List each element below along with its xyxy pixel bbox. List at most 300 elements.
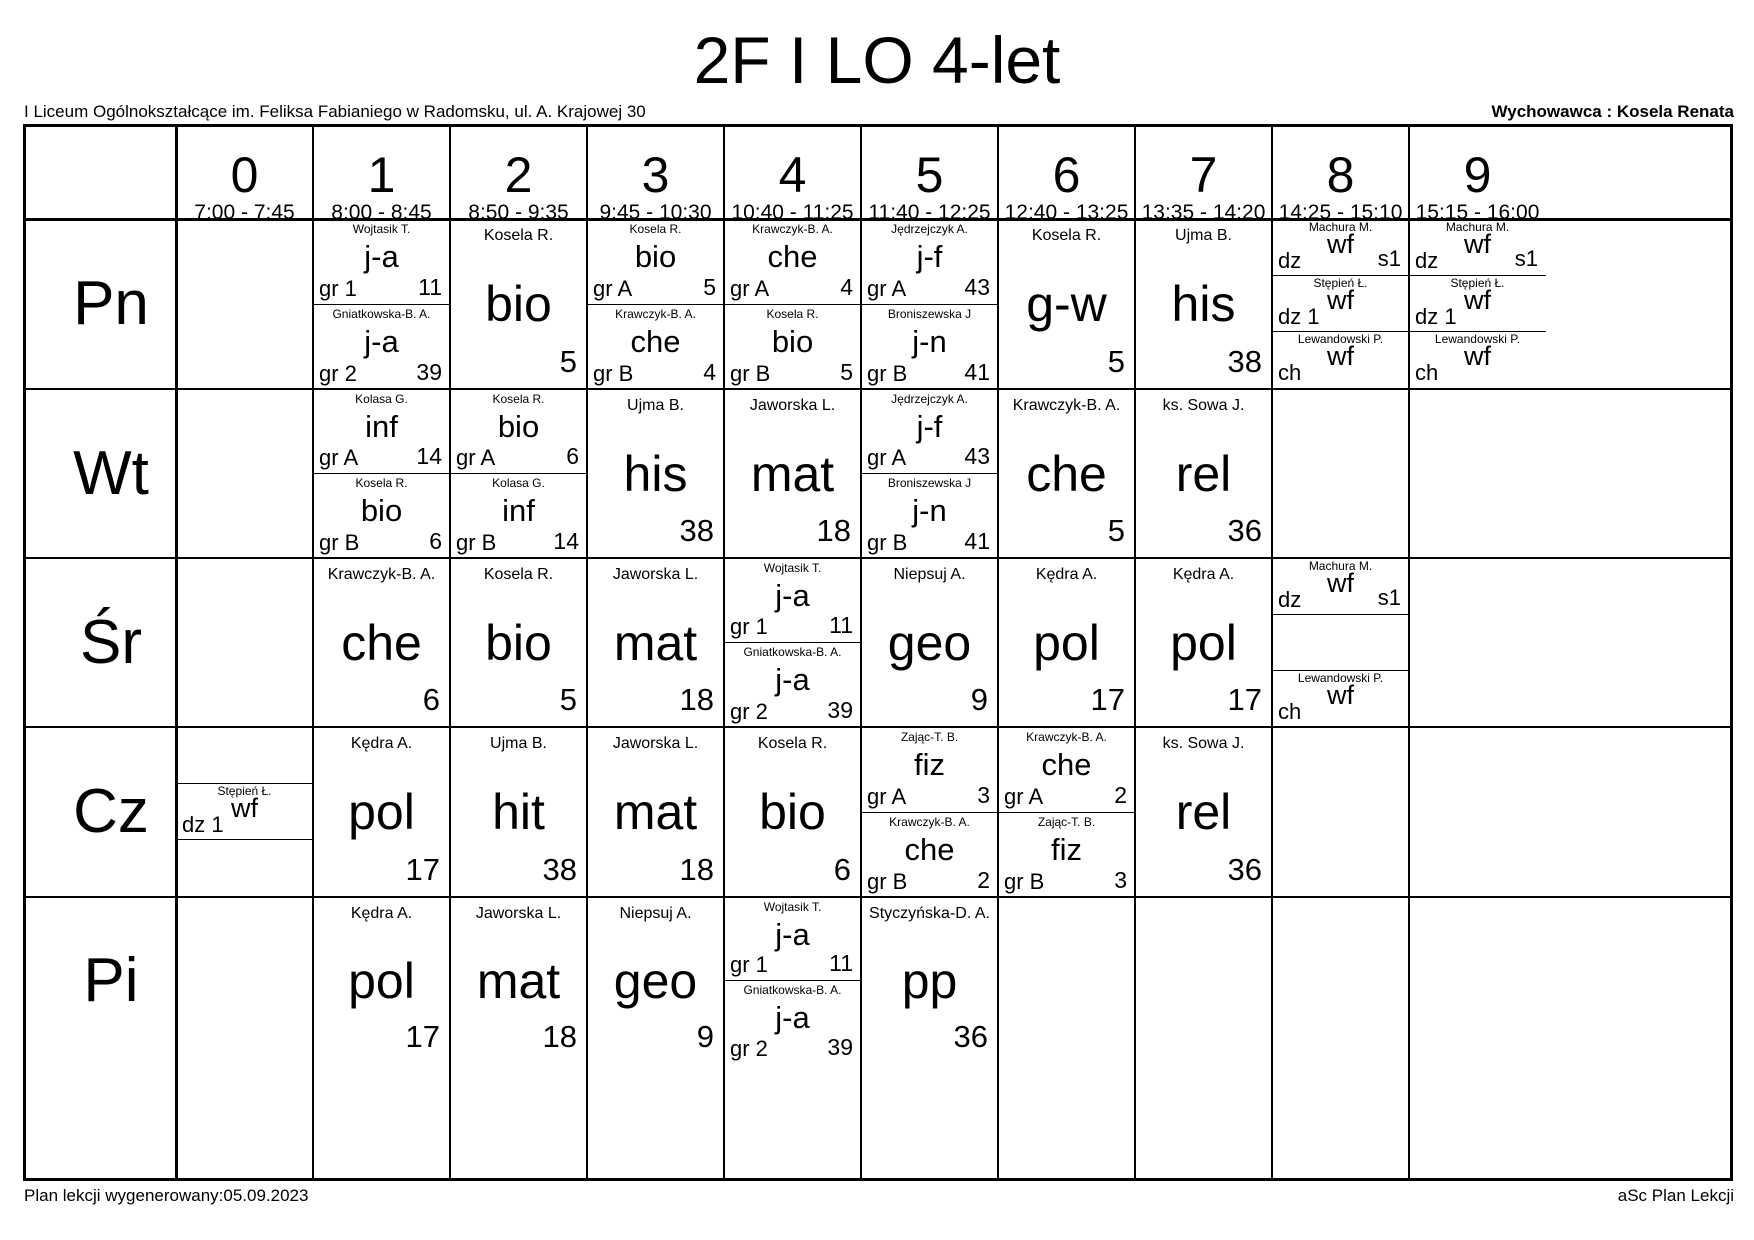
lesson-subject: wf — [231, 793, 258, 823]
lesson-teacher: Broniszewska J — [887, 307, 972, 321]
lesson-teacher: Wojtasik T. — [763, 561, 822, 575]
lesson-group: gr B — [867, 361, 908, 386]
lesson-cell[interactable] — [1135, 219, 1272, 389]
lesson-subject: j-a — [364, 239, 399, 274]
lesson-group: gr B — [867, 530, 908, 555]
lesson-group: gr B — [456, 530, 497, 555]
lesson-group: dz — [1278, 587, 1302, 612]
lesson-cell[interactable] — [313, 558, 450, 727]
lesson-subject: pol — [1170, 615, 1237, 671]
lesson-subject: hit — [492, 784, 545, 840]
lesson-group-part[interactable] — [724, 980, 861, 1064]
lesson-subject: g-w — [1026, 276, 1107, 332]
lesson-cell[interactable] — [450, 219, 587, 389]
lesson-subject: che — [767, 239, 818, 274]
lesson-group-part[interactable] — [861, 304, 998, 389]
lesson-subject: wf — [1464, 341, 1491, 371]
lesson-teacher: Gniatkowska-B. A. — [743, 645, 842, 659]
lesson-group-part[interactable] — [861, 219, 998, 304]
lesson-room: 5 — [559, 344, 577, 379]
lesson-subject: inf — [502, 493, 535, 528]
lesson-group-part[interactable] — [724, 219, 861, 304]
lesson-group: gr 1 — [730, 952, 768, 977]
lesson-teacher: Kosela R. — [629, 222, 682, 236]
lesson-subject: bio — [360, 493, 403, 528]
lesson-room: 6 — [833, 852, 851, 887]
period-time: 14:25 - 15:10 — [1278, 201, 1403, 224]
lesson-teacher: Kosela R. — [757, 735, 828, 752]
lesson-teacher: Kosela R. — [483, 566, 554, 583]
lesson-room: 39 — [416, 359, 442, 385]
lesson-group-part[interactable] — [1272, 670, 1409, 726]
period-header — [1409, 127, 1546, 224]
lesson-group: ch — [1415, 360, 1439, 385]
group-divider — [450, 473, 587, 474]
lesson-room: 6 — [429, 528, 442, 554]
lesson-cell[interactable] — [587, 389, 724, 558]
lesson-subject: fiz — [914, 747, 945, 782]
lesson-subject: geo — [613, 953, 698, 1009]
lesson-teacher: Niepsuj A. — [619, 905, 692, 922]
lesson-subject: wf — [1327, 229, 1354, 259]
lesson-group-part[interactable] — [313, 304, 450, 389]
lesson-room: s1 — [1377, 246, 1401, 271]
period-number: 9 — [1463, 147, 1492, 203]
lesson-cell[interactable] — [861, 219, 998, 389]
lesson-group-part[interactable] — [587, 304, 724, 389]
lesson-teacher: Machura M. — [1308, 559, 1373, 573]
lesson-subject: che — [630, 324, 681, 359]
lesson-group-part[interactable] — [313, 389, 450, 473]
lesson-group-part[interactable] — [1272, 331, 1409, 387]
lesson-teacher: Kosela R. — [1031, 227, 1102, 244]
day-label: Pn — [73, 269, 149, 338]
lesson-subject: wf — [1327, 285, 1354, 315]
period-number: 5 — [915, 147, 944, 203]
lesson-teacher: Jaworska L. — [612, 566, 699, 583]
group-divider — [176, 783, 313, 784]
lesson-group-part[interactable] — [724, 897, 861, 980]
lesson-room: 11 — [829, 612, 853, 638]
lesson-room: 4 — [840, 274, 853, 300]
lesson-teacher: Jaworska L. — [749, 397, 836, 414]
lesson-teacher: Krawczyk-B. A. — [752, 222, 833, 236]
lesson-room: 2 — [977, 867, 990, 893]
lesson-group: gr A — [456, 445, 496, 470]
lesson-room: 18 — [679, 852, 714, 887]
lesson-teacher: Gniatkowska-B. A. — [743, 983, 842, 997]
lesson-subject: pol — [1033, 615, 1100, 671]
lesson-subject: rel — [1175, 784, 1232, 840]
lesson-group-part[interactable] — [1272, 219, 1409, 275]
group-divider — [587, 304, 724, 305]
lesson-group: gr B — [730, 361, 771, 386]
lesson-room: 17 — [1090, 682, 1125, 717]
software-brand: aSc Plan Lekcji — [1617, 1186, 1734, 1205]
lesson-cell[interactable] — [1272, 558, 1409, 727]
lesson-subject: wf — [1464, 229, 1491, 259]
lesson-teacher: Machura M. — [1445, 220, 1510, 234]
lesson-cell[interactable] — [861, 727, 998, 897]
lesson-cell[interactable] — [450, 727, 587, 897]
group-divider — [1272, 614, 1409, 615]
lesson-teacher: Broniszewska J — [887, 476, 972, 490]
lesson-cell[interactable] — [861, 897, 998, 1064]
lesson-cell[interactable] — [1135, 389, 1272, 558]
lesson-room: 5 — [1107, 513, 1125, 548]
lesson-cell[interactable] — [313, 897, 450, 1064]
period-time: 12:40 - 13:25 — [1004, 201, 1129, 224]
school-name: I Liceum Ogólnokształcące im. Feliksa Fabianiego w Radomsku, ul. A. Krajowej 30 — [24, 102, 646, 121]
lesson-subject: j-n — [912, 324, 947, 359]
lesson-subject: geo — [887, 615, 972, 671]
lesson-cell[interactable] — [587, 727, 724, 897]
period-time: 15:15 - 16:00 — [1415, 201, 1540, 224]
period-header — [724, 127, 861, 224]
lesson-group: ch — [1278, 360, 1302, 385]
period-number: 4 — [778, 147, 807, 203]
lesson-teacher: Zając-T. B. — [1037, 815, 1096, 829]
lesson-group-part[interactable] — [313, 219, 450, 304]
lesson-teacher: Kosela R. — [355, 476, 408, 490]
lesson-teacher: Gniatkowska-B. A. — [332, 307, 431, 321]
lesson-subject: che — [904, 832, 955, 867]
lesson-subject: bio — [485, 615, 552, 671]
lesson-room: 18 — [542, 1019, 577, 1054]
lesson-group-part[interactable] — [861, 473, 998, 558]
period-number: 8 — [1326, 147, 1355, 203]
period-header — [176, 127, 313, 224]
lesson-group-part[interactable] — [313, 473, 450, 558]
lesson-teacher: Ujma B. — [490, 735, 547, 752]
lesson-group: gr A — [319, 445, 359, 470]
day-label: Pi — [83, 946, 139, 1015]
lesson-group-part[interactable] — [998, 812, 1135, 897]
lesson-group-part[interactable] — [861, 389, 998, 473]
lesson-cell[interactable] — [313, 727, 450, 897]
lesson-room: 17 — [405, 852, 440, 887]
lesson-cell[interactable] — [587, 219, 724, 389]
lesson-group: gr B — [593, 361, 634, 386]
lesson-group: gr 2 — [730, 699, 768, 724]
period-header — [587, 127, 724, 224]
lesson-teacher: Krawczyk-B. A. — [889, 815, 970, 829]
lesson-teacher: Kędra A. — [350, 905, 413, 922]
lesson-group-part[interactable] — [861, 812, 998, 897]
lesson-cell[interactable] — [1135, 727, 1272, 897]
lesson-room: 38 — [542, 852, 577, 887]
lesson-subject: his — [1171, 276, 1236, 332]
lesson-cell[interactable] — [176, 727, 313, 897]
lesson-room: 6 — [566, 443, 579, 469]
lesson-teacher: Krawczyk-B. A. — [1012, 397, 1121, 414]
lesson-cell[interactable] — [998, 558, 1135, 727]
period-number: 3 — [641, 147, 670, 203]
lesson-subject: j-f — [916, 409, 943, 444]
lesson-teacher: Stępień Ł. — [1450, 276, 1505, 290]
lesson-teacher: Wojtasik T. — [352, 222, 411, 236]
group-divider — [313, 304, 450, 305]
lesson-subject: wf — [1327, 341, 1354, 371]
period-number: 2 — [504, 147, 533, 203]
group-divider — [861, 812, 998, 813]
day-label: Cz — [73, 777, 149, 846]
period-time: 7:00 - 7:45 — [194, 201, 295, 224]
lesson-cell[interactable] — [724, 897, 861, 1064]
lesson-subject: mat — [476, 953, 561, 1009]
lesson-teacher: Kędra A. — [1035, 566, 1098, 583]
lesson-group-part[interactable] — [450, 473, 587, 558]
lesson-group: dz 1 — [1415, 304, 1457, 329]
lesson-cell[interactable] — [861, 389, 998, 558]
lesson-group-part[interactable] — [1272, 558, 1409, 614]
lesson-subject: bio — [485, 276, 552, 332]
lesson-subject: fiz — [1051, 832, 1082, 867]
group-divider — [313, 473, 450, 474]
lesson-room: 18 — [679, 682, 714, 717]
group-divider — [861, 473, 998, 474]
lesson-group-part[interactable] — [861, 727, 998, 812]
lesson-teacher: Jaworska L. — [612, 735, 699, 752]
lesson-teacher: Niepsuj A. — [893, 566, 966, 583]
lesson-group-part[interactable] — [724, 304, 861, 389]
period-header — [313, 127, 450, 224]
lesson-group-part[interactable] — [450, 389, 587, 473]
lesson-room: 39 — [827, 697, 853, 723]
lesson-subject: j-n — [912, 493, 947, 528]
lesson-cell[interactable] — [724, 558, 861, 727]
lesson-subject: pol — [348, 953, 415, 1009]
lesson-teacher: Kosela R. — [483, 227, 554, 244]
lesson-subject: mat — [613, 784, 698, 840]
lesson-room: 43 — [964, 274, 990, 300]
lesson-subject: j-a — [775, 662, 810, 697]
group-divider — [1409, 275, 1546, 276]
lesson-room: 36 — [953, 1019, 988, 1054]
lesson-cell[interactable] — [1409, 219, 1546, 389]
class-tutor: Wychowawca : Kosela Renata — [1491, 102, 1734, 121]
lesson-subject: mat — [750, 446, 835, 502]
lesson-teacher: ks. Sowa J. — [1162, 735, 1245, 752]
lesson-room: 2 — [1114, 782, 1127, 808]
period-time: 9:45 - 10:30 — [599, 201, 712, 224]
lesson-room: 36 — [1227, 513, 1262, 548]
lesson-teacher: ks. Sowa J. — [1162, 397, 1245, 414]
lesson-cell[interactable] — [450, 389, 587, 558]
lesson-room: 3 — [1114, 867, 1127, 893]
lesson-group-part[interactable] — [1272, 275, 1409, 331]
period-time: 10:40 - 11:25 — [731, 201, 854, 224]
lesson-teacher: Kolasa G. — [492, 476, 545, 490]
lesson-room: 38 — [1227, 344, 1262, 379]
lesson-group-part[interactable] — [724, 642, 861, 727]
lesson-room: 6 — [422, 682, 440, 717]
lesson-teacher: Zając-T. B. — [900, 730, 959, 744]
lesson-teacher: Lewandowski P. — [1434, 332, 1521, 346]
lesson-group: dz — [1415, 248, 1439, 273]
lesson-room: 14 — [553, 528, 579, 554]
group-divider — [724, 304, 861, 305]
lesson-subject: j-a — [364, 324, 399, 359]
lesson-cell[interactable] — [587, 558, 724, 727]
lesson-teacher: Kosela R. — [766, 307, 819, 321]
lesson-teacher: Ujma B. — [627, 397, 684, 414]
lesson-subject: j-a — [775, 1000, 810, 1035]
lesson-group-part[interactable] — [176, 783, 313, 839]
lesson-group-part[interactable] — [587, 219, 724, 304]
lesson-group: gr A — [867, 276, 907, 301]
group-divider — [861, 304, 998, 305]
period-time: 8:00 - 8:45 — [331, 201, 432, 224]
period-header — [450, 127, 587, 224]
lesson-cell[interactable] — [724, 727, 861, 897]
lesson-subject: j-f — [916, 239, 943, 274]
lesson-teacher: Lewandowski P. — [1297, 671, 1384, 685]
lesson-teacher: Stępień Ł. — [1313, 276, 1368, 290]
lesson-cell[interactable] — [313, 389, 450, 558]
lesson-teacher: Kędra A. — [1172, 566, 1235, 583]
lesson-teacher: Krawczyk-B. A. — [1026, 730, 1107, 744]
lesson-room: 39 — [827, 1034, 853, 1060]
lesson-cell[interactable] — [724, 219, 861, 389]
lesson-room: 5 — [840, 359, 853, 385]
lesson-room: 17 — [1227, 682, 1262, 717]
lesson-teacher: Krawczyk-B. A. — [327, 566, 436, 583]
timetable-grid — [23, 124, 1733, 1181]
lesson-group: gr A — [593, 276, 633, 301]
lesson-group-part[interactable] — [1409, 331, 1546, 387]
lesson-group: dz — [1278, 248, 1302, 273]
lesson-teacher: Ujma B. — [1175, 227, 1232, 244]
lesson-subject: inf — [365, 409, 398, 444]
lesson-cell[interactable] — [313, 219, 450, 389]
lesson-subject: wf — [1464, 285, 1491, 315]
lesson-room: 5 — [559, 682, 577, 717]
lesson-teacher: Styczyńska-D. A. — [869, 905, 990, 922]
period-header — [861, 127, 998, 224]
lesson-cell[interactable] — [1135, 558, 1272, 727]
lesson-room: s1 — [1377, 585, 1401, 610]
lesson-group-part[interactable] — [998, 727, 1135, 812]
lesson-subject: rel — [1175, 446, 1232, 502]
lesson-group: gr B — [319, 530, 360, 555]
lesson-room: 18 — [816, 513, 851, 548]
lesson-group-part[interactable] — [1409, 275, 1546, 331]
lesson-subject: pol — [348, 784, 415, 840]
period-number: 6 — [1052, 147, 1081, 203]
lesson-cell[interactable] — [450, 558, 587, 727]
group-divider — [1272, 670, 1409, 671]
lesson-subject: j-a — [775, 578, 810, 613]
lesson-room: 17 — [405, 1019, 440, 1054]
lesson-subject: che — [1026, 446, 1107, 502]
lesson-room: 9 — [970, 682, 988, 717]
period-number: 1 — [367, 147, 396, 203]
lesson-subject: bio — [771, 324, 814, 359]
lesson-group: gr A — [1004, 784, 1044, 809]
group-divider — [998, 812, 1135, 813]
group-divider — [724, 980, 861, 981]
lesson-room: 4 — [703, 359, 716, 385]
lesson-subject: pp — [901, 953, 958, 1009]
period-header — [998, 127, 1135, 224]
lesson-teacher: Kędra A. — [350, 735, 413, 752]
lesson-subject: bio — [634, 239, 677, 274]
lesson-room: 11 — [418, 274, 442, 300]
lesson-group: gr 2 — [319, 361, 357, 386]
lesson-room: 5 — [703, 274, 716, 300]
period-number: 0 — [230, 147, 259, 203]
lesson-teacher: Jaworska L. — [475, 905, 562, 922]
lesson-cell[interactable] — [998, 727, 1135, 897]
lesson-group: gr 2 — [730, 1036, 768, 1061]
lesson-group-part[interactable] — [724, 558, 861, 642]
lesson-group: gr A — [867, 445, 907, 470]
lesson-group: gr B — [867, 869, 908, 894]
lesson-subject: che — [1041, 747, 1092, 782]
lesson-cell[interactable] — [1272, 219, 1409, 389]
lesson-teacher: Wojtasik T. — [763, 900, 822, 914]
lesson-group: gr 1 — [730, 614, 768, 639]
lesson-subject: his — [623, 446, 688, 502]
lesson-cell[interactable] — [998, 389, 1135, 558]
lesson-room: 9 — [696, 1019, 714, 1054]
day-label: Śr — [80, 608, 142, 677]
lesson-room: 5 — [1107, 344, 1125, 379]
lesson-subject: che — [341, 615, 422, 671]
period-time: 11:40 - 12:25 — [868, 201, 991, 224]
generated-date: Plan lekcji wygenerowany:05.09.2023 — [24, 1186, 309, 1205]
lesson-teacher: Kosela R. — [492, 392, 545, 406]
period-header — [1135, 127, 1272, 224]
lesson-teacher: Machura M. — [1308, 220, 1373, 234]
lesson-teacher: Jędrzejczyk A. — [891, 222, 968, 236]
lesson-room: 41 — [964, 359, 990, 385]
lesson-subject: bio — [759, 784, 826, 840]
lesson-room: 14 — [416, 443, 442, 469]
lesson-teacher: Kolasa G. — [355, 392, 408, 406]
lesson-teacher: Lewandowski P. — [1297, 332, 1384, 346]
lesson-group-part[interactable] — [1409, 219, 1546, 275]
period-header — [1272, 127, 1409, 224]
group-divider — [1409, 331, 1546, 332]
lesson-cell[interactable] — [450, 897, 587, 1064]
lesson-room: 41 — [964, 528, 990, 554]
lesson-room: 38 — [679, 513, 714, 548]
lesson-subject: bio — [497, 409, 540, 444]
lesson-group: gr A — [867, 784, 907, 809]
lesson-cell[interactable] — [724, 389, 861, 558]
lesson-room: 3 — [977, 782, 990, 808]
page-title: 2F I LO 4-let — [693, 23, 1061, 97]
lesson-teacher: Stępień Ł. — [217, 784, 272, 798]
group-divider — [1272, 275, 1409, 276]
lesson-subject: j-a — [775, 917, 810, 952]
lesson-cell[interactable] — [861, 558, 998, 727]
lesson-group: ch — [1278, 699, 1302, 724]
lesson-subject: wf — [1327, 568, 1354, 598]
group-divider — [724, 642, 861, 643]
lesson-room: 36 — [1227, 852, 1262, 887]
lesson-group: gr A — [730, 276, 770, 301]
lesson-cell[interactable] — [998, 219, 1135, 389]
lesson-group: gr 1 — [319, 276, 357, 301]
period-number: 7 — [1189, 147, 1218, 203]
period-time: 13:35 - 14:20 — [1141, 201, 1266, 224]
lesson-cell[interactable] — [587, 897, 724, 1064]
lesson-teacher: Jędrzejczyk A. — [891, 392, 968, 406]
lesson-group: dz 1 — [1278, 304, 1320, 329]
